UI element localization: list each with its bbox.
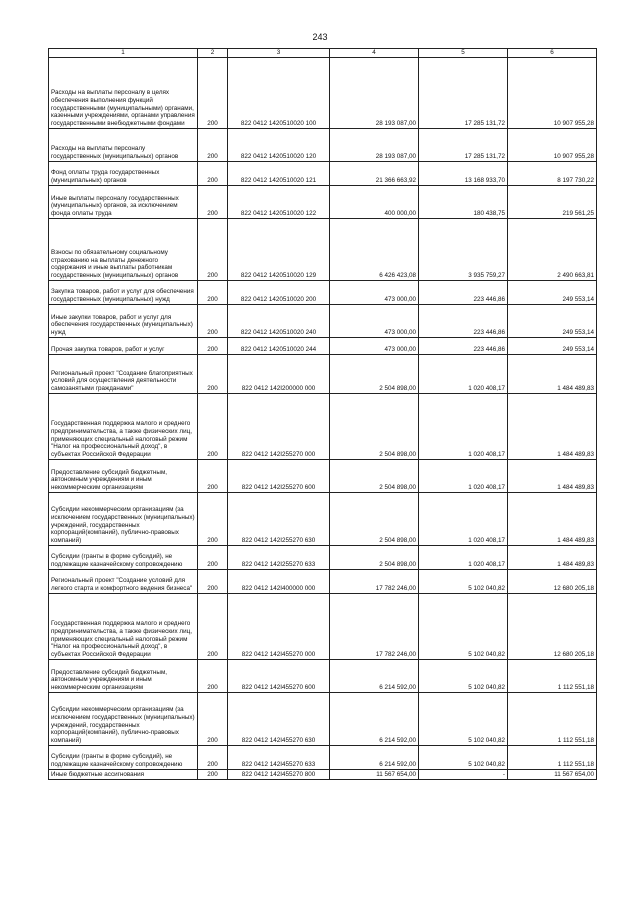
- budget-classification-code: 822 0412 142I400000 000: [228, 570, 330, 594]
- table-row: [49, 394, 597, 460]
- value-col-6: 12 680 205,18: [508, 594, 597, 660]
- value-col-4: 6 214 592,00: [330, 660, 419, 693]
- table-row: [49, 129, 597, 162]
- value-col-5: 1 020 408,17: [419, 493, 508, 546]
- value-col-4: 473 000,00: [330, 338, 419, 355]
- value-col-4: 473 000,00: [330, 281, 419, 305]
- value-col-6: 10 907 955,28: [508, 58, 597, 129]
- table-row: [49, 338, 597, 355]
- budget-classification-code: 822 0412 1420510020 100: [228, 58, 330, 129]
- value-col-5: 3 935 759,27: [419, 219, 508, 281]
- line-code: 200: [198, 355, 228, 394]
- value-col-6: 1 484 489,83: [508, 493, 597, 546]
- item-name: Иные закупки товаров, работ и услуг для обеспечения государственных (муниципальных) нужд: [49, 305, 198, 338]
- line-code: 200: [198, 162, 228, 186]
- value-col-6: 249 553,14: [508, 305, 597, 338]
- value-col-4: 6 426 423,08: [330, 219, 419, 281]
- item-name: Субсидии некоммерческим организациям (за исключением государственных (муниципальных) учреждений, государственных корпораций(компаний), публично-правовых компаний): [49, 493, 198, 546]
- line-code: 200: [198, 460, 228, 493]
- column-header-5: 5: [419, 49, 508, 58]
- item-name: Фонд оплаты труда государственных (муниципальных) органов: [49, 162, 198, 186]
- line-code: 200: [198, 394, 228, 460]
- value-col-5: 17 285 131,72: [419, 58, 508, 129]
- table-row: [49, 660, 597, 693]
- value-col-6: 2 490 663,81: [508, 219, 597, 281]
- value-col-6: 11 567 654,00: [508, 770, 597, 780]
- value-col-5: 13 168 933,70: [419, 162, 508, 186]
- item-name: Предоставление субсидий бюджетным, автономным учреждениям и иным некоммерческим организациям: [49, 660, 198, 693]
- value-col-4: 21 366 663,92: [330, 162, 419, 186]
- budget-classification-code: 822 0412 1420510020 122: [228, 186, 330, 219]
- value-col-4: 17 782 246,00: [330, 594, 419, 660]
- line-code: 200: [198, 305, 228, 338]
- value-col-4: 2 504 898,00: [330, 546, 419, 570]
- table-row: [49, 460, 597, 493]
- budget-classification-code: 822 0412 142I455270 800: [228, 770, 330, 780]
- item-name: Закупка товаров, работ и услуг для обеспечения государственных (муниципальных) нужд: [49, 281, 198, 305]
- value-col-5: 1 020 408,17: [419, 546, 508, 570]
- column-header-1: 1: [49, 49, 198, 58]
- value-col-4: 17 782 246,00: [330, 570, 419, 594]
- line-code: 200: [198, 570, 228, 594]
- value-col-6: 1 112 551,18: [508, 746, 597, 770]
- value-col-6: 10 907 955,28: [508, 129, 597, 162]
- value-col-6: 249 553,14: [508, 281, 597, 305]
- column-header-2: 2: [198, 49, 228, 58]
- value-col-6: 1 112 551,18: [508, 660, 597, 693]
- item-name: Расходы на выплаты персоналу в целях обеспечения выполнения функций государственными (муниципальными) органами, казенными учреждениями, органами управления государственными внебюджетными фондами: [49, 58, 198, 129]
- budget-classification-code: 822 0412 142I455270 600: [228, 660, 330, 693]
- column-header-4: 4: [330, 49, 419, 58]
- column-header-6: 6: [508, 49, 597, 58]
- table-row: [49, 493, 597, 546]
- budget-classification-code: 822 0412 1420510020 121: [228, 162, 330, 186]
- item-name: Расходы на выплаты персоналу государственных (муниципальных) органов: [49, 129, 198, 162]
- value-col-5: 5 102 040,82: [419, 594, 508, 660]
- budget-classification-code: 822 0412 1420510020 240: [228, 305, 330, 338]
- table-row: [49, 746, 597, 770]
- budget-classification-code: 822 0412 142I255270 000: [228, 394, 330, 460]
- value-col-4: 473 000,00: [330, 305, 419, 338]
- value-col-5: 17 285 131,72: [419, 129, 508, 162]
- table-row: [49, 162, 597, 186]
- budget-classification-code: 822 0412 1420510020 200: [228, 281, 330, 305]
- line-code: 200: [198, 338, 228, 355]
- value-col-5: 1 020 408,17: [419, 460, 508, 493]
- budget-classification-code: 822 0412 142I255270 633: [228, 546, 330, 570]
- value-col-4: 6 214 592,00: [330, 693, 419, 746]
- line-code: 200: [198, 746, 228, 770]
- budget-classification-code: 822 0412 1420510020 129: [228, 219, 330, 281]
- value-col-5: 5 102 040,82: [419, 570, 508, 594]
- value-col-6: 8 197 730,22: [508, 162, 597, 186]
- table-row: [49, 219, 597, 281]
- table-row: [49, 58, 597, 129]
- value-col-6: 1 484 489,83: [508, 394, 597, 460]
- item-name: Субсидии (гранты в форме субсидий), не подлежащие казначейскому сопровождению: [49, 546, 198, 570]
- budget-classification-code: 822 0412 1420510020 120: [228, 129, 330, 162]
- line-code: 200: [198, 129, 228, 162]
- page-number: 243: [312, 32, 328, 42]
- header-row: [49, 49, 597, 58]
- line-code: 200: [198, 660, 228, 693]
- item-name: Иные выплаты персоналу государственных (муниципальных) органов, за исключением фонда оплаты труда: [49, 186, 198, 219]
- table-row: [49, 693, 597, 746]
- item-name: Прочая закупка товаров, работ и услуг: [49, 338, 198, 355]
- item-name: Государственная поддержка малого и среднего предпринимательства, а также физических лиц, применяющих специальный налоговый режим "Налог на профессиональный доход", в субъектах Российской Федерации: [49, 394, 198, 460]
- value-col-6: 249 553,14: [508, 338, 597, 355]
- value-col-5: 1 020 408,17: [419, 355, 508, 394]
- value-col-5: 223 446,86: [419, 338, 508, 355]
- value-col-5: 5 102 040,82: [419, 660, 508, 693]
- value-col-4: 2 504 898,00: [330, 394, 419, 460]
- value-col-5: 223 446,86: [419, 305, 508, 338]
- line-code: 200: [198, 693, 228, 746]
- line-code: 200: [198, 58, 228, 129]
- value-col-5: 5 102 040,82: [419, 746, 508, 770]
- budget-classification-code: 822 0412 1420510020 244: [228, 338, 330, 355]
- value-col-4: 2 504 898,00: [330, 493, 419, 546]
- value-col-6: 219 561,25: [508, 186, 597, 219]
- value-col-5: 1 020 408,17: [419, 394, 508, 460]
- value-col-4: 400 000,00: [330, 186, 419, 219]
- value-col-6: 1 112 551,18: [508, 693, 597, 746]
- item-name: Предоставление субсидий бюджетным, автономным учреждениям и иным некоммерческим организациям: [49, 460, 198, 493]
- value-col-6: 12 680 205,18: [508, 570, 597, 594]
- value-col-6: 1 484 489,83: [508, 460, 597, 493]
- line-code: 200: [198, 493, 228, 546]
- item-name: Иные бюджетные ассигнования: [49, 770, 198, 780]
- table-body: [49, 58, 597, 780]
- table-row: [49, 546, 597, 570]
- value-col-4: 6 214 592,00: [330, 746, 419, 770]
- column-header-3: 3: [228, 49, 330, 58]
- line-code: 200: [198, 770, 228, 780]
- line-code: 200: [198, 219, 228, 281]
- table-row: [49, 186, 597, 219]
- table-row: [49, 305, 597, 338]
- table-row: [49, 281, 597, 305]
- item-name: Субсидии некоммерческим организациям (за исключением государственных (муниципальных) учреждений, государственных корпораций(компаний), публично-правовых компаний): [49, 693, 198, 746]
- budget-classification-code: 822 0412 142I455270 633: [228, 746, 330, 770]
- value-col-5: 5 102 040,82: [419, 693, 508, 746]
- table-row: [49, 355, 597, 394]
- item-name: Региональный проект "Создание условий для легкого старта и комфортного ведения бизнеса": [49, 570, 198, 594]
- budget-classification-code: 822 0412 142I255270 630: [228, 493, 330, 546]
- value-col-4: 11 567 654,00: [330, 770, 419, 780]
- line-code: 200: [198, 546, 228, 570]
- line-code: 200: [198, 186, 228, 219]
- value-col-4: 2 504 898,00: [330, 355, 419, 394]
- line-code: 200: [198, 281, 228, 305]
- value-col-5: -: [419, 770, 508, 780]
- table-row: [49, 570, 597, 594]
- budget-table: [48, 48, 597, 780]
- value-col-4: 28 193 087,00: [330, 129, 419, 162]
- item-name: Государственная поддержка малого и среднего предпринимательства, а также физических лиц, применяющих специальный налоговый режим "Налог на профессиональный доход", в субъектах Российской Федерации: [49, 594, 198, 660]
- line-code: 200: [198, 594, 228, 660]
- table-row: [49, 594, 597, 660]
- budget-classification-code: 822 0412 142I455270 630: [228, 693, 330, 746]
- item-name: Взносы по обязательному социальному страхованию на выплаты денежного содержания и иные выплаты работникам государственных (муниципальных) органов: [49, 219, 198, 281]
- item-name: Региональный проект "Создание благоприятных условий для осуществления деятельности самозанятыми гражданами": [49, 355, 198, 394]
- value-col-4: 28 193 087,00: [330, 58, 419, 129]
- value-col-5: 223 446,86: [419, 281, 508, 305]
- budget-classification-code: 822 0412 142I255270 600: [228, 460, 330, 493]
- budget-classification-code: 822 0412 142I455270 000: [228, 594, 330, 660]
- value-col-6: 1 484 489,83: [508, 546, 597, 570]
- budget-classification-code: 822 0412 142I200000 000: [228, 355, 330, 394]
- item-name: Субсидии (гранты в форме субсидий), не подлежащие казначейскому сопровождению: [49, 746, 198, 770]
- value-col-5: 180 438,75: [419, 186, 508, 219]
- table-row: [49, 770, 597, 780]
- value-col-4: 2 504 898,00: [330, 460, 419, 493]
- value-col-6: 1 484 489,83: [508, 355, 597, 394]
